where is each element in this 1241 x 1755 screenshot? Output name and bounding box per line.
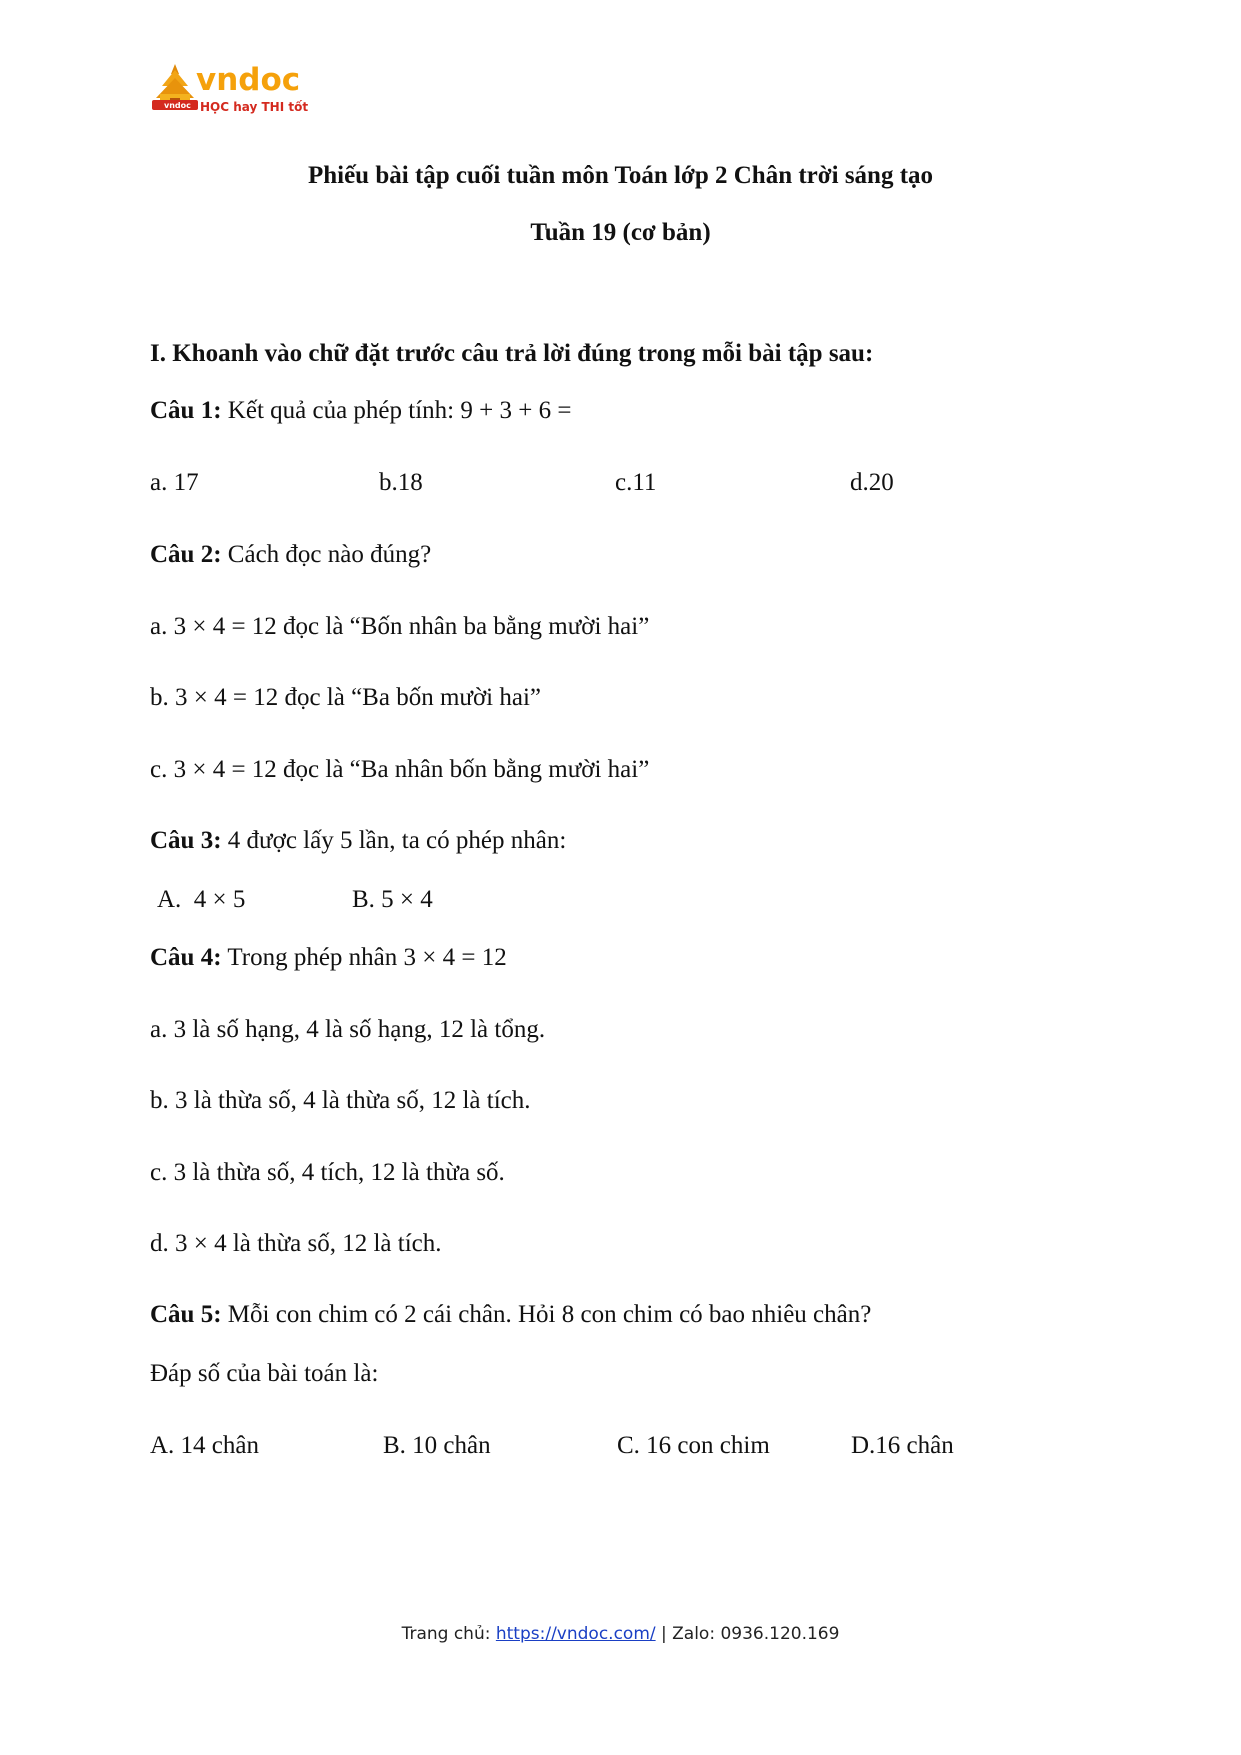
section-heading: I. Khoanh vào chữ đặt trước câu trả lời đúng trong mỗi bài tập sau:: [150, 340, 874, 367]
question-text: 4 được lấy 5 lần, ta có phép nhân:: [221, 827, 567, 854]
answer-option: c. 3 × 4 = 12 đọc là “Ba nhân bốn bằng mười hai”: [150, 756, 650, 783]
logo-mark-text: vndoc: [164, 101, 191, 110]
question-subtext: Đáp số của bài toán là:: [150, 1360, 379, 1387]
answer-option: B. 5 × 4: [352, 886, 433, 913]
answer-option: a. 17: [150, 469, 199, 496]
footer-prefix: Trang chủ:: [401, 1624, 496, 1644]
answer-option: a. 3 × 4 = 12 đọc là “Bốn nhân ba bằng mười hai”: [150, 613, 650, 640]
footer-contact: | Zalo: 0936.120.169: [655, 1624, 840, 1644]
question-text: Kết quả của phép tính: 9 + 3 + 6 =: [221, 397, 572, 424]
answer-option: C. 16 con chim: [617, 1432, 770, 1459]
answer-option: b. 3 × 4 = 12 đọc là “Ba bốn mười hai”: [150, 684, 542, 711]
question-1: [150, 397, 571, 425]
question-label: Câu 1:: [150, 397, 222, 424]
answer-option: d.20: [850, 469, 894, 496]
question-3: [150, 827, 566, 855]
answer-option: b.18: [379, 469, 423, 496]
page-subtitle: Tuần 19 (cơ bản): [530, 219, 711, 246]
answer-option: a. 3 là số hạng, 4 là số hạng, 12 là tổng.: [150, 1016, 546, 1043]
question-label: Câu 3:: [150, 827, 222, 854]
page-footer: [0, 1624, 1241, 1644]
question-2: [150, 541, 431, 569]
answer-option: D.16 chân: [851, 1432, 954, 1459]
logo-wordmark: vndoc: [196, 62, 301, 98]
answer-option: B. 10 chân: [383, 1432, 491, 1459]
answer-option: b. 3 là thừa số, 4 là thừa số, 12 là tích.: [150, 1087, 531, 1114]
question-text: Trong phép nhân 3 × 4 = 12: [221, 944, 507, 971]
question-4: [150, 944, 507, 972]
answer-option: c.11: [615, 469, 657, 496]
question-text: Cách đọc nào đúng?: [221, 541, 432, 568]
question-5: [150, 1301, 871, 1329]
answer-option: c. 3 là thừa số, 4 tích, 12 là thừa số.: [150, 1159, 505, 1186]
question-label: Câu 2:: [150, 541, 222, 568]
vndoc-logo[interactable]: [150, 62, 310, 122]
question-label: Câu 4:: [150, 944, 222, 971]
logo-tagline: HỌC hay THI tốt: [200, 100, 309, 114]
page-title: Phiếu bài tập cuối tuần môn Toán lớp 2 Chân trời sáng tạo: [307, 162, 934, 189]
answer-option: A. 14 chân: [150, 1432, 259, 1459]
answer-option: d. 3 × 4 là thừa số, 12 là tích.: [150, 1230, 442, 1257]
answer-option: A. 4 × 5: [157, 886, 246, 913]
question-label: Câu 5:: [150, 1301, 222, 1328]
question-text: Mỗi con chim có 2 cái chân. Hỏi 8 con chim có bao nhiêu chân?: [221, 1301, 872, 1328]
homepage-link[interactable]: https://vndoc.com/: [495, 1624, 656, 1644]
